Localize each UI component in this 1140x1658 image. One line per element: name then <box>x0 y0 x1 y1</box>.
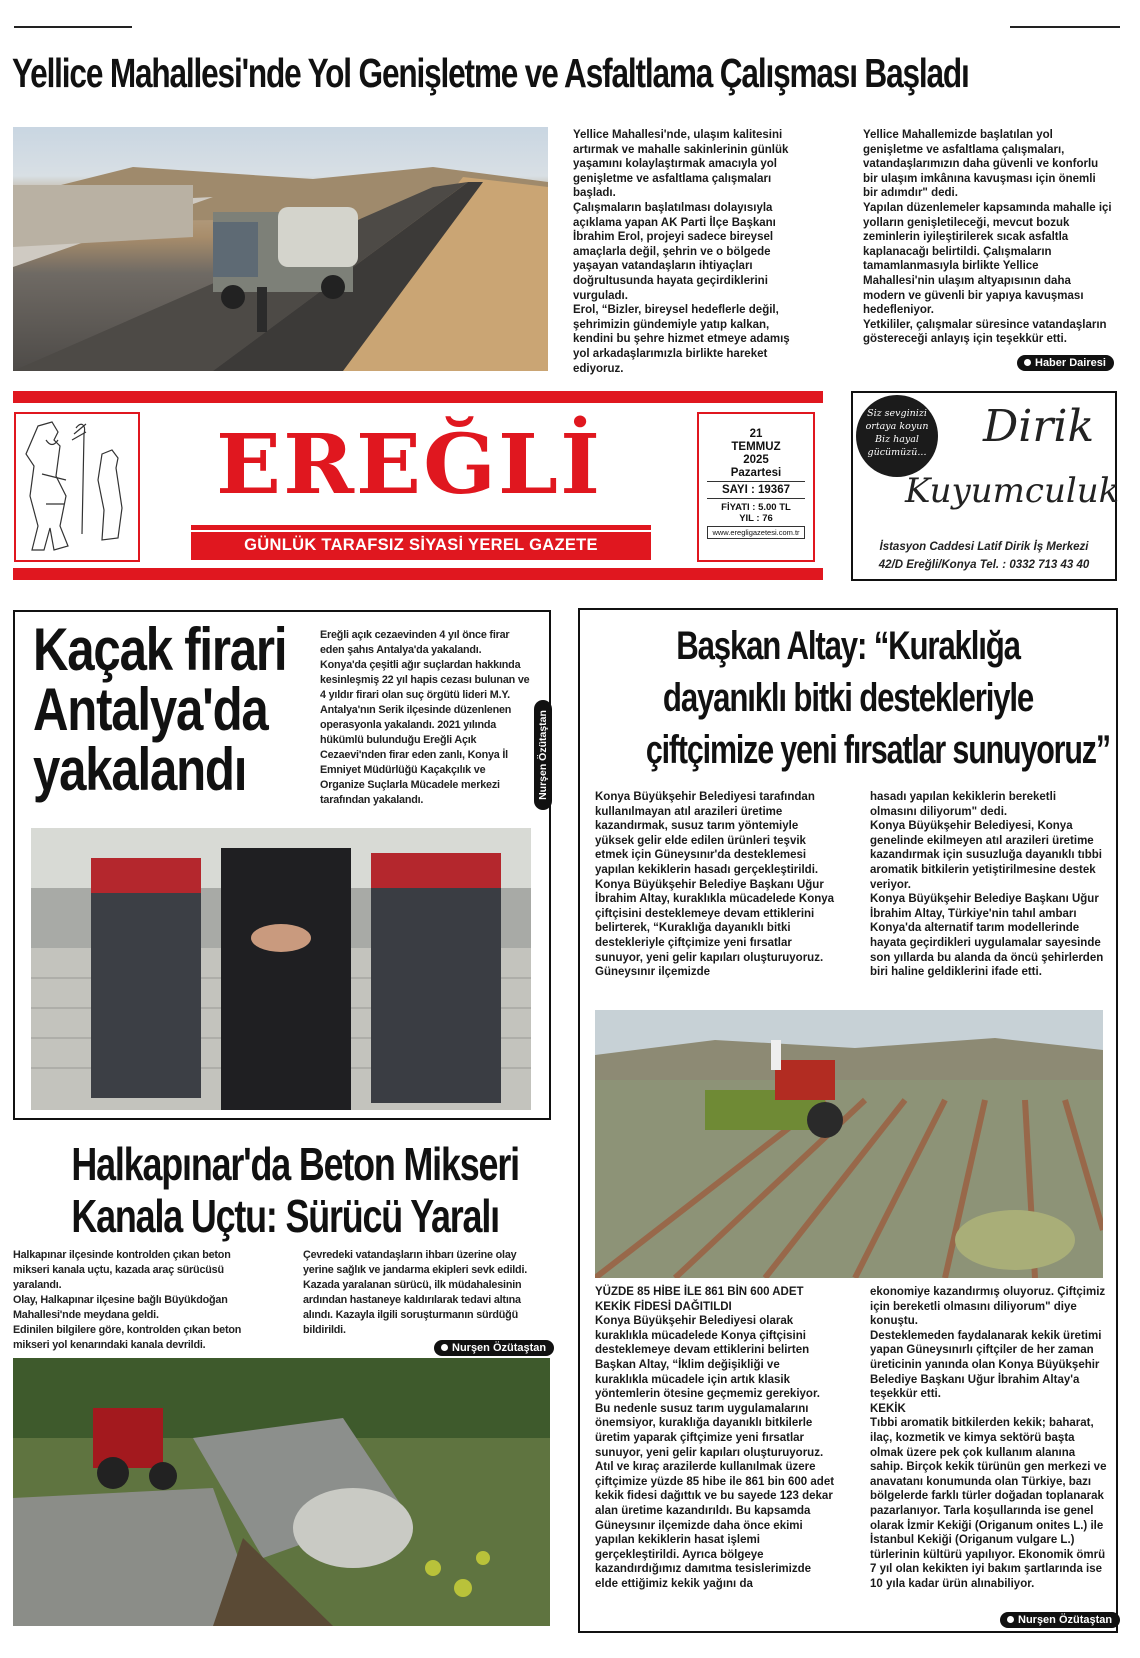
article3-paragraph: ekonomiye kazandırmış oluyoruz. Çiftçimiz için bereketli olmasını diliyorum" diye konuştu. <box>870 1286 1106 1328</box>
ad-slogan-circle <box>856 395 938 477</box>
article1-column-1 <box>573 128 805 376</box>
article4-column-2: Çevredeki vatandaşların ihbarı üzerine olay yerine sağlık ve jandarma ekipleri sevk edildi. Kazada yaralanan sürücü, ilk müdahalesinin ardından hastaneye kaldırılarak tedavi altına alındı. Kazayla ilgili soruşturmanın sürdüğü bildirildi. <box>303 1249 528 1336</box>
masthead-subtitle: GÜNLÜK TARAFSIZ SİYASİ YEREL GAZETE <box>244 536 598 554</box>
bullet-icon <box>1024 359 1031 366</box>
top-rule-right <box>1010 26 1120 28</box>
hittite-relief-icon <box>16 414 138 560</box>
article1-paragraph: Erol, “Bizler, bireysel hedeflerle değil, şehrimizin gündemiyle yatıp kalkan, kendini bu şehre hizmet etmeye adamış yol arkadaşlarımızla birlikte hareket ediyoruz. <box>573 304 790 375</box>
article3-headline-line: çiftçimize yeni fırsatlar sunuyoruz” <box>645 728 1110 772</box>
article3-headline <box>582 620 1114 776</box>
article2-headline-line: Kaçak firari <box>33 616 287 683</box>
article3-column-4 <box>870 1285 1110 1591</box>
article3-paragraph: Desteklemeden faydalanarak kekik üretimi yapan Güneysınırlı çiftçiler de her zaman üreticinin yanında olan Konya Büyükşehir Belediye Başkanı Uğur İbrahim Altay'a teşekkür etti. <box>870 1329 1102 1401</box>
ad-address-line-1: İstasyon Caddesi Latif Dirik İş Merkezi <box>879 541 1089 553</box>
byline-text: Nurşen Özütaştan <box>537 710 549 800</box>
article3-headline-line: dayanıklı bitki destekleriyle <box>662 676 1034 720</box>
issue-number: SAYI : 19367 <box>707 482 805 499</box>
ad-brand-dirik: Dirik <box>983 401 1095 452</box>
road-construction-photo <box>13 127 548 371</box>
volume: YIL : 76 <box>739 513 773 524</box>
article3-paragraph: hasadı yapılan kekiklerin bereketli olmasını diliyorum" dedi. <box>870 791 1057 818</box>
thyme-harvest-photo <box>595 1010 1103 1278</box>
article4-paragraph: Edinilen bilgilere göre, kontrolden çıkan beton mikseri yol kenarındaki kanala devrildi. <box>13 1324 242 1351</box>
article1-paragraph: Yapılan düzenlemeler kapsamında mahalle içi yolların genişletileceği, mevcut bozuk zeminlerin iyileştirilerek sıcak asfaltla kaplanacağı belirtildi. Çalışmaların tamamlanmasıyla birlikte Yellice Mahallesi'nin ulaşım altyapısının daha modern ve güvenli bir yapıya kavuşması hedefleniyor. <box>863 201 1112 317</box>
article3-column-3 <box>595 1285 835 1591</box>
article1-headline: Yellice Mahallesi'nde Yol Genişletme ve Asfaltlama Çalışması Başladı <box>12 50 969 96</box>
mixer-accident-photo <box>13 1358 550 1626</box>
article3-headline-line: Başkan Altay: “Kuraklığa <box>676 624 1020 668</box>
article4-byline <box>434 1340 554 1356</box>
byline-text: Nurşen Özütaştan <box>1018 1614 1113 1626</box>
ad-slogan-line: Siz sevginizi <box>867 408 927 419</box>
article3-paragraph: Konya Büyükşehir Belediye Başkanı Uğur İbrahim Altay, Türkiye'nin tahıl ambarı Konya'da alternatif tarım modellerinde hayata geçirdikleri uygulamalar sayesinde son yıllarda bu alanda da öncü şehirlerden biri haline geldiklerini ifade etti. <box>870 893 1104 979</box>
article4-headline <box>12 1138 552 1242</box>
article3-paragraph: Konya Büyükşehir Belediyesi olarak kuraklıkla mücadelede Konya çiftçisini desteklemeye devam ettiklerini belirten Başkan Altay, “İklim değişikliği ve kuraklıkla mücadele için artık klasik yöntemlerin ötesine geçmemiz gerekiyor. Bu nedenle susuz tarım uygulamalarını önemsiyor, kuraklığa dayanıklı bitkilerle üretim yaparak çiftçimize yeni fırsatlar sunuyor, yeni gelir kapıları oluşturuyoruz. Atıl ve kıraç arazilerde kullanılmak üzere çiftçimize yüzde 85 hibe ile 861 bin 600 adet kekik fidesi dağıttık ve bu sayede 123 dekar alan üretime kazandırıldı. Bu kapsamda Güneysınır ilçemizde daha önce ekimi yapılan kekiklerin hasat işlemi gerçekleştirildi. Ayrıca bölgeye kazandırdığımız damıtma tesislerimizde elde ettiğimiz kekik yağını da <box>595 1315 835 1590</box>
byline-text: Nurşen Özütaştan <box>452 1342 547 1354</box>
article1-paragraph: Çalışmaların başlatılması dolayısıyla açıklama yapan AK Parti İlçe Başkanı İbrahim Erol, projeyi sadece bireysel amaçlarla değil, şehrin ve o bölgede yaşayan vatandaşların ihtiyaçları doğrultusunda hayata geçirdiklerini vurguladı. <box>573 201 776 302</box>
ad-slogan-line: Biz hayal <box>875 434 919 445</box>
article3-column-1: Konya Büyükşehir Belediyesi tarafından kullanılmayan atıl arazileri üretime kazandırmak, susuz tarım yöntemiyle yüksek gelir elde edilen ürünleri teşvik etmek için Güneysınır'da desteklemesi yapılan kekiklerin hasadı gerçekleştirildi. Konya Büyükşehir Belediye Başkanı Uğur İbrahim Altay, kuraklıkla mücadelede Konya çiftçisini desteklemeye devam ettiklerini belirterek, “Kuraklığa dayanıklı bitki destekleriyle çiftçimize yeni fırsatlar sunuyor, yeni gelir kapıları oluşturuyoruz. Güneysınır ilçemizde <box>595 791 835 979</box>
article1-paragraph: Yellice Mahallemizde başlatılan yol genişletme ve asfaltlama çalışmaları, vatandaşlarımızın daha güvenli ve konforlu bir ulaşım imkânına kavuşması için önemli bir adımdır" dedi. <box>863 129 1099 200</box>
website-link[interactable]: www.eregligazetesi.com.tr <box>707 526 805 539</box>
masthead-subtitle-bar <box>191 530 651 560</box>
price: FİYATI : 5.00 TL <box>721 502 791 513</box>
byline-text: Haber Dairesi <box>1035 357 1106 369</box>
article3-subhead: YÜZDE 85 HİBE İLE 861 BİN 600 ADET KEKİK FİDESİ DAĞITILDI <box>595 1286 804 1313</box>
article2-byline <box>534 700 552 810</box>
article1-column-2 <box>863 128 1113 347</box>
arrest-photo <box>31 828 531 1110</box>
article2-headline-line: yakalandı <box>33 736 247 803</box>
masthead-date-box <box>697 412 815 562</box>
ad-slogan-line: gücümüzü... <box>867 447 927 458</box>
article1-paragraph: Yellice Mahallesi'nde, ulaşım kalitesini artırmak ve mahalle sakinlerinin günlük yaşamını kolaylaştırmak amacıyla yol genişletme ve asfaltlama çalışmaları başladı. <box>573 129 789 200</box>
ad-brand-kuyumculuk: Kuyumculuk <box>905 471 1120 511</box>
date-month: TEMMUZ <box>731 441 781 453</box>
jewelry-ad <box>851 391 1120 581</box>
article3-column-2 <box>870 790 1105 980</box>
article2-headline <box>33 616 293 803</box>
article1-paragraph: Yetkililer, çalışmalar süresince vatandaşların göstereceği anlayış için teşekkür etti. <box>863 318 1107 346</box>
top-rule-left <box>14 26 132 28</box>
masthead-logo-frame <box>14 412 140 562</box>
article4-headline-line: Kanala Uçtu: Sürücü Yaralı <box>71 1190 499 1242</box>
article2-headline-line: Antalya'da <box>33 676 268 743</box>
article4-headline-line: Halkapınar'da Beton Mikseri <box>71 1138 519 1190</box>
date-weekday: Pazartesi <box>707 467 805 482</box>
article4-paragraph: Olay, Halkapınar ilçesine bağlı Büyükdoğan Mahallesi'nde meydana geldi. <box>13 1294 228 1321</box>
ad-slogan-line: ortaya koyun <box>865 421 929 432</box>
masthead-bottom-bar <box>13 568 823 580</box>
masthead-title: EREĞLİ <box>216 417 603 513</box>
article3-byline <box>1000 1612 1120 1628</box>
article3-subhead-2: KEKİK <box>870 1402 906 1415</box>
date-day: 21 <box>749 428 763 440</box>
article2-body: Ereğli açık cezaevinden 4 yıl önce firar eden şahıs Antalya'da yakalandı. Konya'da çeşitli ağır suçlardan hakkında kesinleşmiş 22 yıl hapis cezası bulunan ve 4 yıldır firari olan suç örgütü lideri M.Y. Antalya'nın Serik ilçesinde düzenlenen operasyonla yakalandı. 2021 yılında hükümlü bulunduğu Ereğli Açık Cezaevi'nden firar eden zanlı, Konya İl Emniyet Müdürlüğü Kaçakçılık ve Organize Suçlarla Mücadele merkezi tarafından yakalandı. <box>320 629 530 806</box>
ad-address-line-2: 42/D Ereğli/Konya Tel. : 0332 713 43 40 <box>878 559 1090 571</box>
date-year: 2025 <box>743 454 769 466</box>
masthead-top-bar <box>13 391 823 403</box>
article3-paragraph: Tıbbi aromatik bitkilerden kekik; baharat, ilaç, kozmetik ve kimya sektörü başta olmak üzere pek çok kullanım alanına sahip. Birçok kekik türünün gen merkezi ve anavatanı konumunda olan Türkiye, bazı bölgelerde farklı türler doğadan toplanarak pazarlanıyor. Tarla koşullarında ise genel olarak İzmir Kekiği (Origanum onites L.) ile İstanbul Kekiği (Origanum vulgare L.) türlerinin kültürü yapılıyor. Ekonomik ömrü 7 yıl olan kekikten iyi bakım şartlarında ise 10 yıla kadar ürün alınabiliyor. <box>870 1417 1107 1590</box>
bullet-icon <box>1007 1616 1014 1623</box>
article4-paragraph: Halkapınar ilçesinde kontrolden çıkan beton mikseri kanala uçtu, kazada araç sürücüsü yaralandı. <box>13 1249 231 1291</box>
bullet-icon <box>441 1344 448 1351</box>
article1-byline <box>1017 355 1114 371</box>
article3-paragraph: Konya Büyükşehir Belediyesi, Konya genelinde ekilmeyen atıl arazileri üretime kazandırmak için susuzluğa dayanıklı tıbbi aromatik bitkilerin yetiştirilmesine destek veriyor. <box>870 820 1102 891</box>
article4-column-1 <box>13 1248 263 1353</box>
